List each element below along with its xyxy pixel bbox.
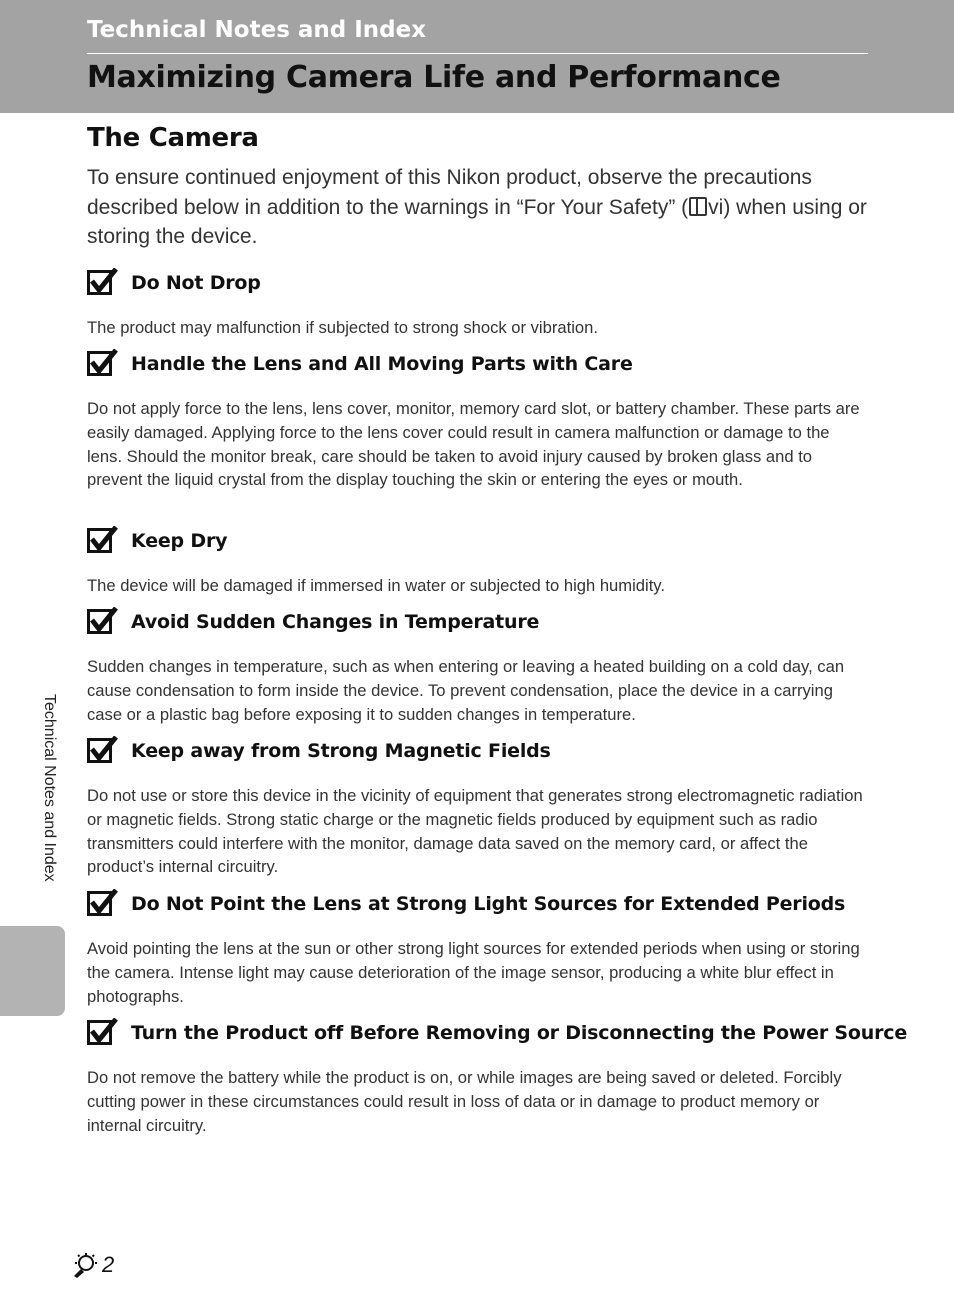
note-body: Do not use or store this device in the vicinity of equipment that generates strong electromagnetic radiation or magnetic fields. Strong static charge or the magnetic fields produced by equipment such as radio transmitters could interfere with the monitor, damage data saved on the memory card, or affect the product’s internal circuitry. [87,786,863,877]
side-section-tab[interactable] [0,926,65,1016]
check-icon [87,526,118,554]
header-band [0,0,954,113]
intro-ref-page[interactable]: vi [708,195,724,219]
note-body: Sudden changes in temperature, such as when entering or leaving a heated building on a cold day, can cause condensation to form inside the device. To prevent condensation, place the device in a carrying case or a plastic bag before exposing it to sudden changes in temperature. [87,657,845,724]
note-power-source [87,1018,908,1137]
check-icon [87,268,118,296]
note-title: Avoid Sudden Changes in Temperature [131,611,540,633]
technical-notes-icon [72,1252,100,1278]
note-title: Do Not Drop [131,272,261,294]
intro-text-before: To ensure continued enjoyment of this Nikon product, observe the precautions described below in addition to the warnings in “For Your Safety” ( [87,166,812,219]
check-icon [87,889,118,917]
note-temperature [87,607,867,726]
note-body: The device will be damaged if immersed in water or subjected to high humidity. [87,576,665,595]
check-icon [87,1018,118,1046]
note-body: The product may malfunction if subjected to strong shock or vibration. [87,318,598,337]
note-title: Do Not Point the Lens at Strong Light Sources for Extended Periods [131,893,846,915]
book-reference-icon [689,197,707,216]
page-title: Maximizing Camera Life and Performance [87,60,781,95]
note-magnetic-fields [87,736,867,879]
note-keep-dry [87,526,867,598]
intro-text-after: ) when using or storing the device. [87,195,867,248]
check-icon [87,736,118,764]
note-body: Do not remove the battery while the product is on, or while images are being saved or deleted. Forcibly cutting power in these circumstances could result in loss of data or in damage to product memory or internal circuitry. [87,1068,842,1135]
page-number-value: 2 [102,1252,115,1277]
check-icon [87,349,118,377]
intro-paragraph [87,163,867,252]
note-handle-lens [87,349,867,492]
note-body: Do not apply force to the lens, lens cover, monitor, memory card slot, or battery chamber. These parts are easily damaged. Applying force to the lens cover could result in camera malfunction or damage to the lens. Should the monitor break, care should be taken to avoid injury caused by broken glass and to prevent the liquid crystal from the display touching the skin or entering the eyes or mouth. [87,399,860,490]
note-title: Turn the Product off Before Removing or Disconnecting the Power Source [131,1022,908,1044]
note-do-not-drop [87,268,867,340]
note-title: Handle the Lens and All Moving Parts with Care [131,353,633,375]
section-label: Technical Notes and Index [87,17,427,43]
subsection-title: The Camera [87,123,259,153]
page-number [72,1250,114,1280]
side-section-label: Technical Notes and Index [41,694,58,882]
check-icon [87,607,118,635]
header-rule [87,53,868,54]
note-light-sources [87,889,867,1008]
note-title: Keep Dry [131,530,228,552]
note-body: Avoid pointing the lens at the sun or other strong light sources for extended periods when using or storing the camera. Intense light may cause deterioration of the image sensor, producing a white blur effect in photographs. [87,939,860,1006]
note-title: Keep away from Strong Magnetic Fields [131,740,551,762]
